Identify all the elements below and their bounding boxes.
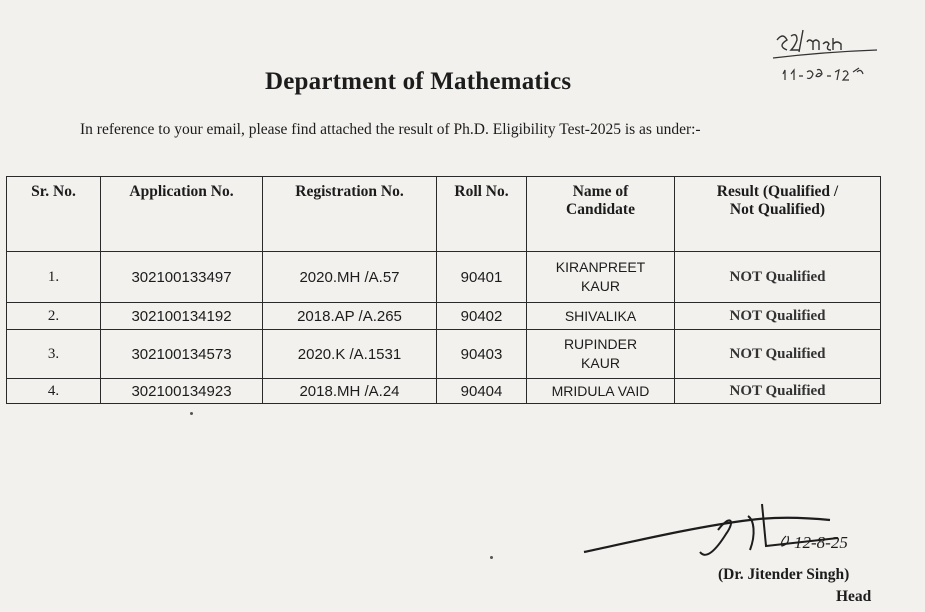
cell-result: NOT Qualified <box>675 330 881 379</box>
cell-sr: 2. <box>7 303 101 330</box>
table-row <box>7 303 881 330</box>
cell-candidate-name-text: RUPINDER KAUR <box>563 336 638 371</box>
page-title: Department of Mathematics <box>265 68 572 95</box>
cell-sr: 4. <box>7 379 101 404</box>
cell-candidate-name-text: KIRANPREET KAUR <box>555 259 646 294</box>
column-header-registration: Registration No. <box>263 177 437 252</box>
cell-registration-no: 2020.K /A.1531 <box>263 330 437 379</box>
results-table <box>6 176 881 404</box>
table-header-row <box>7 177 881 252</box>
cell-candidate-name <box>527 330 675 379</box>
table-row <box>7 330 881 379</box>
signature-date: 12-8-25 <box>794 533 848 552</box>
signatory-name: (Dr. Jitender Singh) <box>718 566 850 583</box>
cell-application-no: 302100134923 <box>101 379 263 404</box>
cell-registration-no: 2018.AP /A.265 <box>263 303 437 330</box>
cell-result: NOT Qualified <box>675 379 881 404</box>
table-row <box>7 252 881 303</box>
signatory-role: Head <box>836 588 872 605</box>
cell-candidate-name <box>527 252 675 303</box>
table-row <box>7 379 881 404</box>
cell-roll-no: 90403 <box>437 330 527 379</box>
column-header-name <box>527 177 675 252</box>
cell-sr: 1. <box>7 252 101 303</box>
column-header-roll: Roll No. <box>437 177 527 252</box>
column-header-application: Application No. <box>101 177 263 252</box>
cell-registration-no: 2018.MH /A.24 <box>263 379 437 404</box>
signature <box>580 490 910 570</box>
cell-sr: 3. <box>7 330 101 379</box>
cell-application-no: 302100134573 <box>101 330 263 379</box>
handwritten-diary-number-icon <box>765 22 885 92</box>
column-header-result <box>675 177 881 252</box>
cell-result: NOT Qualified <box>675 303 881 330</box>
column-header-result-text: Result (Qualified / Not Qualified) <box>716 183 839 218</box>
cell-roll-no: 90401 <box>437 252 527 303</box>
handwritten-signature-icon <box>580 490 910 570</box>
cell-application-no: 302100133497 <box>101 252 263 303</box>
speck <box>490 556 493 559</box>
cell-registration-no: 2020.MH /A.57 <box>263 252 437 303</box>
intro-paragraph: In reference to your email, please find attached the result of Ph.D. Eligibility Test-2025 is as under:- <box>80 121 701 138</box>
cell-result: NOT Qualified <box>675 252 881 303</box>
cell-candidate-name: MRIDULA VAID <box>527 379 675 404</box>
column-header-name-text: Name of Candidate <box>566 183 635 218</box>
cell-roll-no: 90402 <box>437 303 527 330</box>
diary-stamp <box>765 22 885 92</box>
cell-roll-no: 90404 <box>437 379 527 404</box>
cell-application-no: 302100134192 <box>101 303 263 330</box>
speck <box>190 412 193 415</box>
column-header-sr: Sr. No. <box>7 177 101 252</box>
cell-candidate-name: SHIVALIKA <box>527 303 675 330</box>
